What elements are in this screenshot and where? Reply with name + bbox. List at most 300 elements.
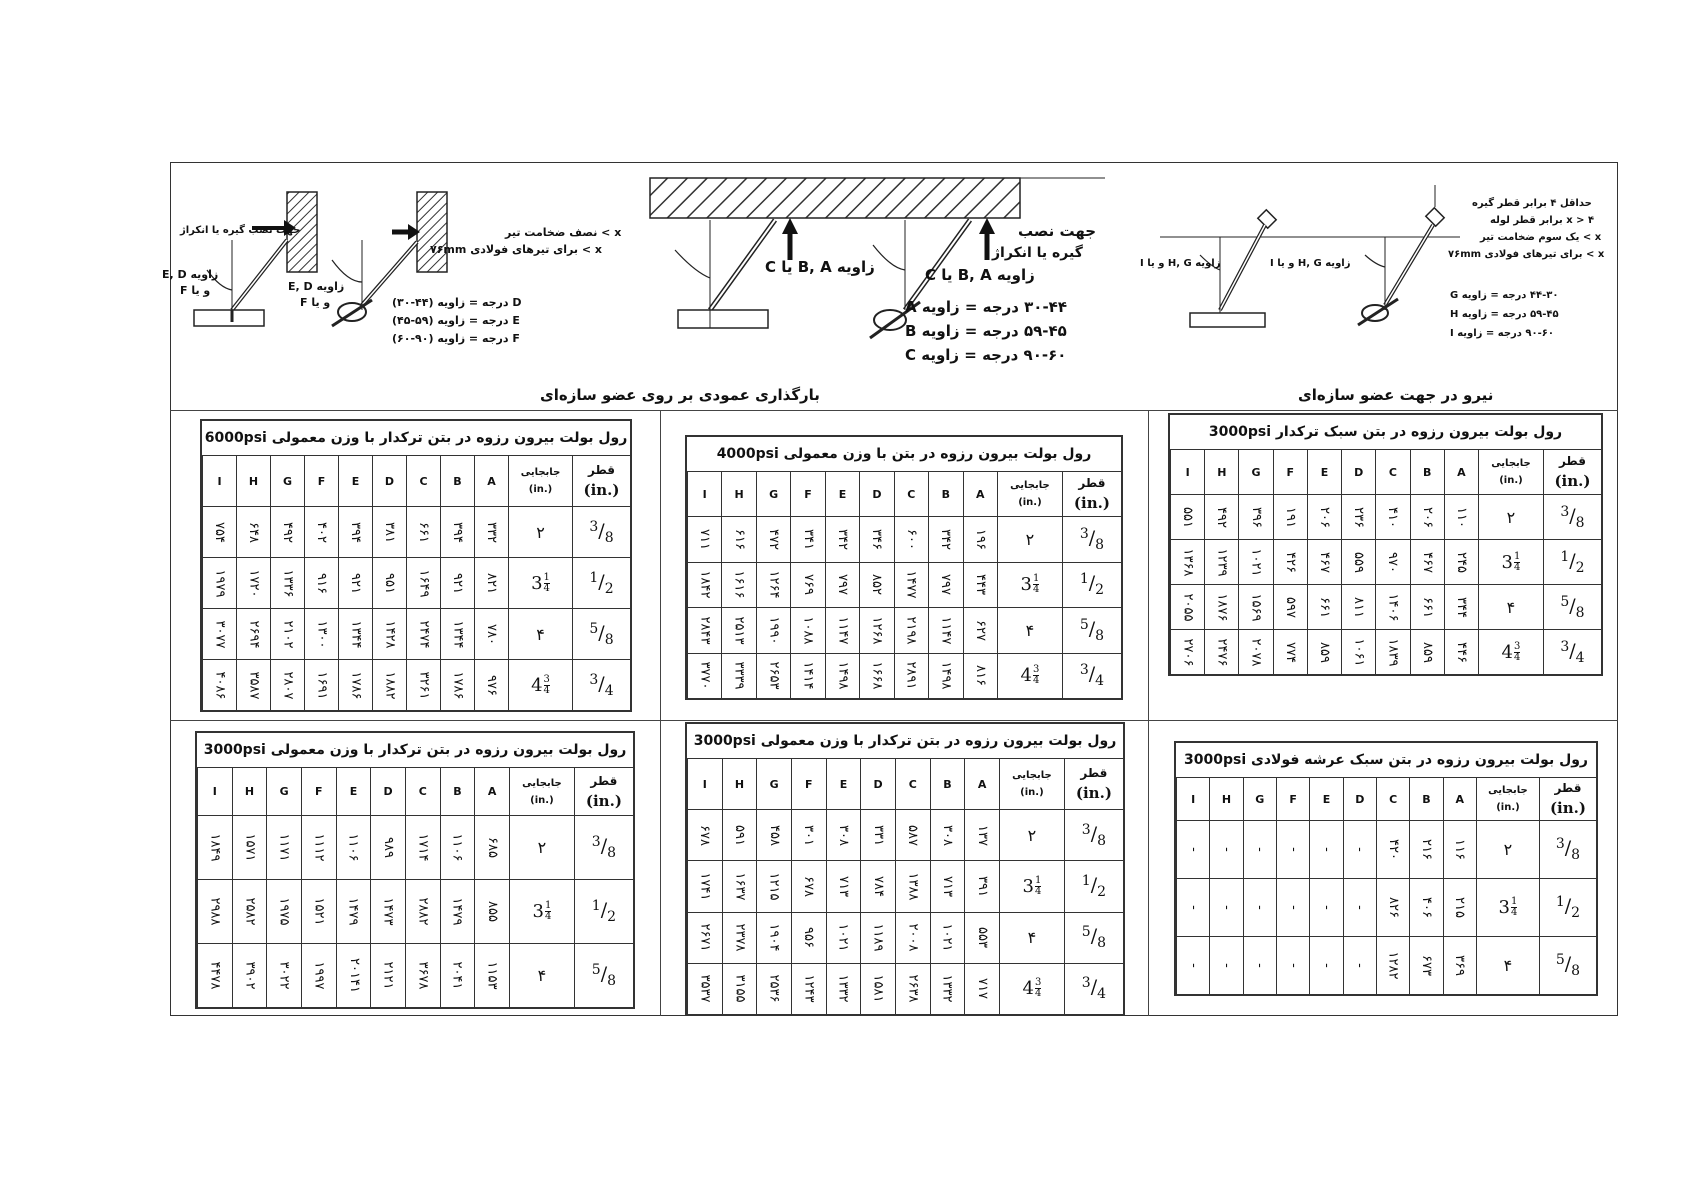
value-cell-i — [203, 660, 237, 711]
mid-angle-left: زاویه B, A یا C — [765, 258, 875, 276]
diameter-unit: (in.) — [1554, 472, 1591, 490]
col-header-b: B — [930, 759, 965, 810]
value-text: ۶۷۸ — [697, 824, 713, 846]
value-text: ۹۲۱ — [449, 572, 465, 594]
value-cell-g — [1239, 540, 1273, 585]
displacement-cell — [509, 816, 574, 880]
col-header-e: E — [339, 456, 373, 507]
value-text: ۷۶۹ — [800, 574, 816, 596]
value-text: - — [1252, 905, 1268, 910]
value-cell-i — [1177, 879, 1210, 937]
value-cell-h — [237, 609, 271, 660]
value-cell-a — [1444, 540, 1478, 585]
value-cell-i — [1171, 630, 1205, 675]
value-cell-h — [1210, 821, 1243, 879]
value-text: ۸۱۱ — [1351, 596, 1367, 618]
value-text: ۹۲۱ — [347, 572, 363, 594]
diameter-fraction: $^3/_8$ — [1555, 836, 1581, 863]
value-cell-g — [756, 517, 790, 563]
table-row — [1177, 937, 1597, 995]
left-d-row: D درجه = زاویه (۴۴-۳۰) — [392, 296, 522, 309]
diameter-cell — [1062, 608, 1121, 654]
value-cell-b — [1410, 585, 1444, 630]
value-cell-i — [198, 880, 233, 944]
value-text: ۱۱۷۱ — [276, 833, 292, 862]
value-text: ۳۴۱ — [800, 528, 816, 550]
value-text: ۶۸۵ — [484, 837, 500, 858]
value-cell-e — [1310, 937, 1343, 995]
value-cell-i — [688, 912, 723, 963]
value-cell-a — [475, 816, 510, 880]
value-text: ۱۷۴۱ — [697, 872, 713, 901]
right-note-3: x > یک سوم ضخامت تیر — [1480, 232, 1602, 243]
value-text: ۱۸۸۲ — [382, 671, 397, 699]
col-header-f: F — [791, 759, 826, 810]
displacement-cell — [997, 653, 1062, 699]
diameter-unit: (in.) — [1075, 784, 1112, 802]
diagram-right-illustration — [1160, 185, 1460, 355]
diameter-label: قطر — [1554, 781, 1582, 795]
value-cell-h — [237, 660, 271, 711]
value-cell-d — [860, 517, 894, 563]
value-cell-f — [1273, 540, 1307, 585]
diameter-fraction: $^3/_4$ — [1079, 662, 1105, 690]
displacement-cell — [997, 562, 1062, 608]
value-text: ۸۵۹ — [1316, 641, 1332, 663]
value-text: ۳۱۵۵ — [731, 974, 747, 1003]
displacement-cell — [1478, 495, 1543, 540]
value-cell-d — [860, 608, 894, 654]
table-row — [1171, 630, 1602, 675]
table-row — [203, 660, 631, 711]
diameter-fraction: $^5/_8$ — [591, 962, 617, 989]
value-cell-i — [688, 861, 723, 912]
value-text: ۷۷۴ — [1282, 641, 1298, 663]
col-header-g: G — [1239, 450, 1273, 495]
value-text: ۱۳۶۸ — [1180, 548, 1196, 576]
diameter-cell — [1064, 861, 1123, 912]
value-text: ۲۱۰۲ — [280, 620, 295, 648]
mid-a-row: ۳۰-۴۴ درجه = زاویه A — [905, 298, 1067, 316]
value-text: - — [1218, 905, 1234, 910]
value-text: ۱۴۷۹ — [449, 897, 465, 926]
col-header-i: I — [198, 768, 233, 816]
col-header-c: C — [894, 472, 928, 517]
value-cell-c — [1376, 630, 1410, 675]
value-cell-h — [722, 653, 756, 699]
value-text: ۲۵۳۶ — [766, 974, 782, 1003]
value-text: ۳۹۶ — [1248, 506, 1264, 528]
diameter-fraction: $^3/_8$ — [1079, 525, 1105, 553]
value-cell-i — [1177, 937, 1210, 995]
value-text: ۱۰۶۱ — [1351, 638, 1367, 666]
diameter-cell — [1543, 630, 1601, 675]
table-title: رول بولت بیرون رزوه در بتن ترکدار با وزن معمولی 6000psi — [202, 421, 630, 456]
value-text: ۷۱۱ — [697, 528, 713, 550]
value-text: ۲۸۴۳ — [697, 616, 713, 645]
value-text: ۲۸۰۷ — [280, 671, 295, 699]
value-cell-a — [1444, 585, 1478, 630]
left-angle-label-1b: و یا F — [180, 284, 211, 297]
displacement-value: ۲ — [1503, 840, 1513, 859]
col-header-diameter — [1064, 759, 1123, 810]
value-cell-c — [407, 507, 441, 558]
diameter-unit: (in.) — [1549, 799, 1586, 817]
col-header-a: A — [475, 456, 509, 507]
value-cell-e — [825, 608, 859, 654]
col-header-f: F — [1276, 778, 1309, 821]
col-header-diameter — [1543, 450, 1601, 495]
col-header-diameter — [1062, 472, 1121, 517]
value-text: ۳۴۲ — [938, 528, 954, 550]
value-text: ۷۱۳ — [939, 875, 955, 897]
value-text: - — [1352, 905, 1368, 910]
value-cell-e — [1307, 540, 1341, 585]
value-cell-g — [267, 880, 302, 944]
mixed-number: 3 1 4 — [531, 571, 550, 594]
diameter-label: قطر — [587, 463, 615, 477]
diameter-cell — [1064, 810, 1123, 861]
displacement-unit: (in.) — [530, 794, 554, 806]
col-header-g: G — [271, 456, 305, 507]
col-header-d: D — [373, 456, 407, 507]
col-header-h: H — [722, 472, 756, 517]
value-cell-e — [825, 562, 859, 608]
value-cell-b — [441, 558, 475, 609]
col-header-a: A — [1444, 450, 1478, 495]
diameter-fraction: $^3/_4$ — [589, 671, 614, 699]
value-text: ۱۰۲۱ — [1248, 548, 1264, 576]
displacement-cell — [1476, 821, 1539, 879]
value-cell-c — [407, 558, 441, 609]
value-cell-i — [203, 558, 237, 609]
left-angle-label-2: زاویه E, D — [288, 280, 345, 293]
left-f-row: F درجه = زاویه (۹۰-۶۰) — [392, 332, 520, 345]
col-header-d: D — [1343, 778, 1376, 821]
header-row — [198, 768, 634, 816]
value-text: ۱۹۱ — [1282, 506, 1298, 528]
value-cell-d — [373, 507, 407, 558]
value-text: ۱۹۹۰ — [766, 616, 782, 645]
mid-angle-right: زاویه B, A یا C — [925, 266, 1035, 284]
value-text: ۳۹۴ — [449, 521, 465, 543]
value-text: ۱۵۸۱ — [870, 974, 886, 1003]
value-cell-a — [475, 558, 509, 609]
displacement-unit: (in.) — [1499, 475, 1523, 486]
value-cell-i — [688, 653, 722, 699]
value-cell-d — [1342, 540, 1376, 585]
value-cell-c — [407, 660, 441, 711]
value-text: ۱۲۶۸ — [869, 616, 885, 645]
value-text: - — [1318, 905, 1334, 910]
value-cell-c — [894, 653, 928, 699]
value-text: ۱۹۶ — [972, 528, 988, 550]
value-text: ۴۰۸۶ — [212, 671, 227, 699]
value-cell-d — [861, 810, 896, 861]
value-text: ۱۹۷۹ — [212, 569, 227, 597]
value-text: ۴۴۳ — [972, 574, 988, 596]
value-cell-h — [232, 816, 267, 880]
value-text: ۶۶۱ — [1316, 596, 1332, 618]
diameter-fraction: $^3/_8$ — [1081, 821, 1107, 849]
value-text: ۱۳۳۲ — [835, 974, 851, 1003]
value-text: - — [1185, 847, 1201, 852]
value-text: ۷۹۷ — [834, 574, 850, 596]
value-cell-g — [271, 660, 305, 711]
value-cell-f — [305, 660, 339, 711]
value-cell-a — [475, 507, 509, 558]
value-cell-f — [305, 558, 339, 609]
displacement-cell — [999, 963, 1064, 1014]
value-cell-g — [756, 608, 790, 654]
value-text: ۳۰۱ — [801, 824, 817, 846]
value-cell-a — [475, 609, 509, 660]
value-text: ۶۱۶ — [731, 528, 747, 550]
table-row — [688, 517, 1122, 563]
value-text: ۲۱۵ — [1452, 897, 1468, 918]
diameter-cell — [1064, 912, 1123, 963]
value-cell-e — [339, 609, 373, 660]
col-header-displacement — [999, 759, 1064, 810]
value-cell-b — [929, 517, 963, 563]
diameter-fraction: $^3/_8$ — [591, 834, 617, 861]
value-cell-g — [757, 912, 792, 963]
col-header-d: D — [371, 768, 406, 816]
col-header-b: B — [929, 472, 963, 517]
col-header-f: F — [301, 768, 336, 816]
value-cell-f — [1276, 879, 1309, 937]
value-text: ۱۰۲۱ — [835, 923, 851, 952]
value-cell-h — [722, 861, 757, 912]
value-text: ۳۹۴ — [347, 521, 363, 543]
value-text: - — [1352, 847, 1368, 852]
col-header-displacement — [509, 456, 573, 507]
value-cell-f — [791, 608, 825, 654]
value-cell-g — [271, 507, 305, 558]
value-cell-b — [929, 653, 963, 699]
col-header-c: C — [405, 768, 440, 816]
diameter-label: قطر — [1080, 766, 1108, 780]
value-text: ۱۲۸۲ — [1385, 951, 1401, 980]
value-cell-f — [1273, 495, 1307, 540]
table-row — [1171, 540, 1602, 585]
value-text: ۱۷۱۴ — [415, 833, 431, 862]
value-text: ۱۶۶۸ — [869, 661, 885, 690]
value-text: ۱۰۲۱ — [939, 923, 955, 952]
header-row — [688, 759, 1124, 810]
value-text: ۹۷۶ — [483, 674, 499, 696]
diameter-cell — [1543, 540, 1601, 585]
value-text: ۲۰۵۵ — [1180, 593, 1196, 621]
col-header-b: B — [1410, 778, 1443, 821]
value-text: ۴۲۶ — [1282, 551, 1298, 573]
table-title: رول بولت بیرون رزوه در بتن ترکدار با وزن معمولی 3000psi — [197, 733, 633, 768]
diameter-cell — [1064, 963, 1123, 1014]
value-cell-b — [930, 861, 965, 912]
value-cell-d — [373, 609, 407, 660]
value-cell-i — [1171, 540, 1205, 585]
header-row — [1177, 778, 1597, 821]
value-text: ۵۸۷ — [905, 824, 921, 846]
value-cell-c — [1376, 495, 1410, 540]
value-text: - — [1285, 905, 1301, 910]
value-cell-f — [1276, 937, 1309, 995]
value-cell-h — [1205, 495, 1239, 540]
diameter-label: قطر — [1078, 476, 1106, 490]
value-cell-e — [339, 507, 373, 558]
value-cell-h — [722, 608, 756, 654]
table-title: رول بولت بیرون رزوه در بتن ترکدار با وزن معمولی 3000psi — [687, 724, 1123, 759]
value-text: ۴۶۷ — [1316, 551, 1332, 573]
col-header-d: D — [861, 759, 896, 810]
value-text: ۹۵۶ — [801, 927, 817, 949]
value-cell-f — [791, 963, 826, 1014]
value-text: ۱۴۱۴ — [800, 661, 816, 690]
values-table — [197, 767, 634, 1008]
value-text: ۸۵۲ — [869, 574, 885, 596]
value-cell-f — [1273, 630, 1307, 675]
diameter-fraction: $^5/_8$ — [589, 620, 614, 648]
col-divider-1 — [660, 410, 661, 1016]
displacement-value: ۲ — [1027, 825, 1037, 845]
displacement-cell — [509, 507, 573, 558]
value-cell-h — [237, 507, 271, 558]
displacement-cell — [509, 880, 574, 944]
displacement-value: ۴ — [1503, 956, 1513, 975]
diameter-fraction: $^1/_2$ — [589, 569, 614, 597]
col-header-g: G — [267, 768, 302, 816]
values-table — [202, 455, 631, 711]
value-text: ۱۳۳۶ — [280, 569, 295, 597]
left-angle-label-2b: و یا F — [300, 296, 331, 309]
left-x-steel-label: x > برای تیرهای فولادی ۷۶mm — [430, 243, 602, 256]
value-cell-a — [475, 944, 510, 1008]
value-text: ۳۳۱ — [870, 824, 886, 846]
value-text: ۵۵۳ — [974, 927, 990, 949]
table-row — [203, 558, 631, 609]
displacement-label: جابجایی — [1010, 480, 1050, 491]
value-text: ۳۷۷۰ — [697, 661, 713, 690]
value-cell-e — [825, 517, 859, 563]
value-text: ۱۶۱۶ — [731, 570, 747, 599]
value-cell-f — [301, 944, 336, 1008]
value-text: ۳۴۲ — [834, 528, 850, 550]
value-cell-g — [1239, 630, 1273, 675]
value-text: ۷۱۷ — [974, 978, 990, 1000]
displacement-value: ۴ — [537, 966, 547, 985]
header-row — [203, 456, 631, 507]
value-text: ۳۹۱ — [974, 875, 990, 897]
value-text: ۴۷۲ — [766, 528, 782, 550]
value-text: ۲۶۵۳ — [766, 661, 782, 690]
value-cell-g — [757, 963, 792, 1014]
col-header-displacement — [1476, 778, 1539, 821]
value-cell-g — [757, 861, 792, 912]
value-cell-e — [826, 912, 861, 963]
value-text: ۴۹۲ — [279, 521, 295, 543]
value-cell-b — [441, 660, 475, 711]
col-header-c: C — [895, 759, 930, 810]
value-cell-h — [1210, 937, 1243, 995]
value-cell-f — [791, 517, 825, 563]
col-header-a: A — [1443, 778, 1476, 821]
col-header-f: F — [305, 456, 339, 507]
right-angle-1: زاویه H, G و یا I — [1140, 258, 1221, 269]
col-header-i: I — [1171, 450, 1205, 495]
value-text: ۲۹۸۸ — [207, 897, 223, 926]
value-text: - — [1218, 963, 1234, 968]
right-i-row: ۹۰-۶۰ درجه = زاویه I — [1450, 328, 1554, 339]
col-header-h: H — [722, 759, 757, 810]
value-text: ۱۹۷۵ — [276, 897, 292, 926]
diameter-cell — [1543, 585, 1601, 630]
displacement-cell — [999, 912, 1064, 963]
col-header-b: B — [441, 456, 475, 507]
displacement-label: جابجایی — [520, 467, 561, 478]
value-cell-c — [895, 861, 930, 912]
row-divider-top — [170, 410, 1618, 411]
value-text: ۱۳۴۴ — [348, 620, 363, 648]
value-text: ۱۲۶۴ — [766, 570, 782, 599]
value-cell-f — [791, 861, 826, 912]
value-text: ۳۸۱ — [381, 521, 397, 543]
diameter-cell — [1062, 653, 1121, 699]
value-text: ۱۷۸۶ — [348, 671, 363, 699]
table-row — [1171, 585, 1602, 630]
value-text: ۱۶۴۹ — [416, 569, 431, 597]
col-header-i: I — [203, 456, 237, 507]
value-cell-b — [1410, 540, 1444, 585]
right-h-row: ۵۹-۴۵ درجه = زاویه H — [1450, 309, 1559, 320]
mid-install-2: گیره یا انکراژ — [992, 245, 1083, 261]
value-text: - — [1318, 963, 1334, 968]
value-cell-a — [963, 608, 997, 654]
diameter-label: قطر — [590, 773, 618, 788]
value-cell-a — [963, 653, 997, 699]
value-cell-e — [1310, 879, 1343, 937]
value-cell-e — [1307, 495, 1341, 540]
diameter-cell — [1539, 821, 1596, 879]
diameter-cell — [573, 507, 631, 558]
header-row — [1171, 450, 1602, 495]
value-text: ۳۹۰۲ — [241, 961, 257, 990]
value-cell-e — [825, 653, 859, 699]
displacement-cell — [999, 810, 1064, 861]
col-header-diameter — [573, 456, 631, 507]
value-cell-a — [475, 880, 510, 944]
displacement-cell — [1478, 585, 1543, 630]
value-cell-d — [861, 861, 896, 912]
table-row — [688, 963, 1124, 1014]
value-cell-b — [929, 608, 963, 654]
value-text: ۱۱۰ — [1453, 506, 1469, 528]
right-angle-2: زاویه H, G و یا I — [1270, 258, 1351, 269]
col-header-a: A — [963, 472, 997, 517]
value-text: ۳۶۷۸ — [415, 961, 431, 990]
col-header-b: B — [1410, 450, 1444, 495]
value-text: ۴۱۰ — [1385, 506, 1401, 528]
diameter-cell — [574, 944, 633, 1008]
value-text: ۱۲۱۵ — [766, 872, 782, 901]
col-header-displacement — [997, 472, 1062, 517]
col-header-c: C — [407, 456, 441, 507]
value-text: ۷۵۴ — [211, 521, 227, 543]
value-text: ۱۱۶ — [1452, 839, 1468, 860]
displacement-unit: (in.) — [1018, 497, 1042, 508]
value-cell-g — [757, 810, 792, 861]
col-header-e: E — [1307, 450, 1341, 495]
table-row — [688, 608, 1122, 654]
